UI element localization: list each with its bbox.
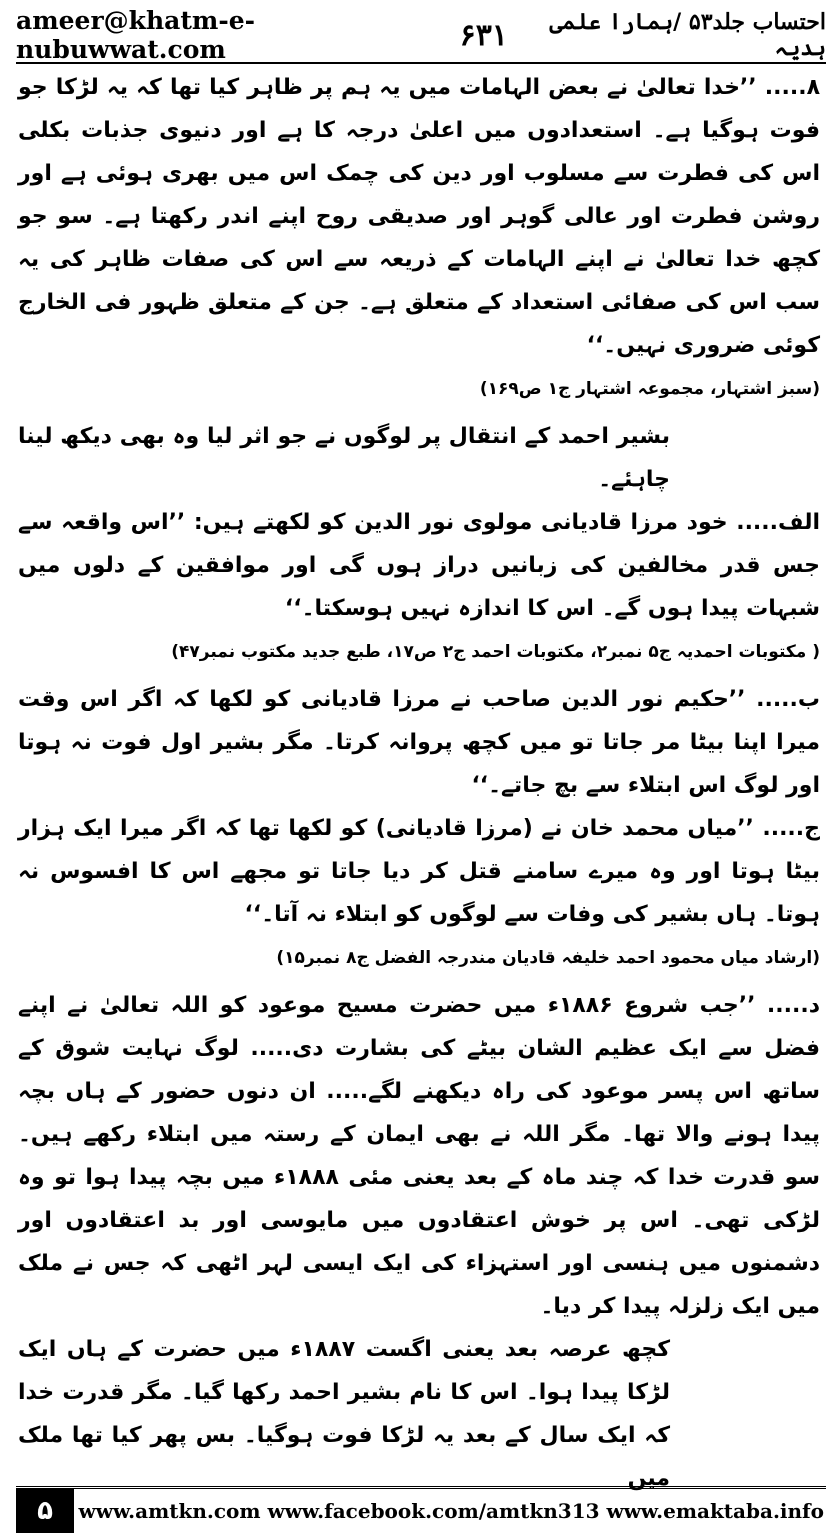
page-header [16,8,826,64]
reference-al-fazl: (ارشاد میاں محمود احمد خلیفہ قادیان مندرجہ الفضل ج۸ نمبر۱۵) [276,948,820,968]
paragraph-intro-bashir: بشیر احمد کے انتقال پر لوگوں نے جو اثر لیا وہ بھی دیکھ لینا چاہئے۔ [18,424,670,492]
reference-maktubat: ( مکتوبات احمدیہ ج۵ نمبر۲، مکتوبات احمد ج۲ ص۱۷، طبع جدید مکتوب نمبر۴۷) [171,642,820,662]
header-email: ameer@khatm-e-nubuwwat.com [16,6,255,64]
paragraph-dal: د..... ’’جب شروع ۱۸۸۶ء میں حضرت مسیح موعود کو اللہ تعالیٰ نے اپنے فضل سے ایک عظیم الشان بیٹے کی بشارت دی..... لوگ نہایت شوق کے ساتھ اس پسر موعود کی راہ دیکھنے لگے..... ان دنوں حضور کے ہاں بچہ پیدا ہونے والا تھا۔ مگر اللہ نے بھی ایمان کے رستہ میں ابتلاء رکھے ہیں۔ سو قدرت خدا کہ چند ماہ کے بعد یعنی مئی ۱۸۸۸ء میں بچہ پیدا ہوا تو وہ لڑکی تھی۔ اس پر خوش اعتقادوں میں مایوسی اور بد اعتقادوں اور دشمنوں میں ہنسی اور استہزاء کی ایک ایسی لہر اٹھی کہ جس نے ملک میں ایک زلزلہ پیدا کر دیا۔ [18,993,820,1319]
paragraph-alif: الف..... خود مرزا قادیانی مولوی نور الدین کو لکھتے ہیں: ’’اس واقعہ سے جس قدر مخالفین کی زبانیں دراز ہوں گی اور موافقین کے دلوں میں شبہات پیدا ہوں گے۔ اس کا اندازہ نہیں ہوسکتا۔‘‘ [18,510,820,621]
body-text [18,66,820,1491]
header-book-title: احتساب جلد۵۳ /ہمارا علمی ہدیہ [549,9,826,61]
footer-links: www.amtkn.com www.facebook.com/amtkn313 www.emaktaba.info [78,1499,824,1523]
reference-sabz-ishtihar: (سبز اشتہار، مجموعہ اشتہار ج۱ ص۱۶۹) [479,379,820,399]
paragraph-jim: ج..... ’’میاں محمد خان نے (مرزا قادیانی) کو لکھا تھا کہ اگر میرا ایک ہزار بیٹا ہوتا اور وہ میرے سامنے قتل کر دیا جاتا تو مجھے اس کا افسوس نہ ہوتا۔ ہاں بشیر کی وفات سے لوگوں کو ابتلاء نہ آتا۔‘‘ [18,816,820,927]
paragraph-closing: کچھ عرصہ بعد یعنی اگست ۱۸۸۷ء میں حضرت کے ہاں ایک لڑکا پیدا ہوا۔ اس کا نام بشیر احمد رکھا گیا۔ مگر قدرت خدا کہ ایک سال کے بعد یہ لڑکا فوت ہوگیا۔ بس پھر کیا تھا ملک میں [18,1337,670,1491]
footer-page-number: ۵ [16,1489,74,1533]
paragraph-be: ب..... ’’حکیم نور الدین صاحب نے مرزا قادیانی کو لکھا کہ اگر اس وقت میرا اپنا بیٹا مر جاتا تو میں کچھ پروانہ کرتا۔ مگر بشیر اول فوت نہ ہوتا اور لوگ اس ابتلاء سے بچ جاتے۔‘‘ [18,687,820,798]
page-footer [16,1486,826,1533]
paragraph-8: ۸..... ’’خدا تعالیٰ نے بعض الہامات میں یہ ہم پر ظاہر کیا تھا کہ یہ لڑکا جو فوت ہوگیا ہے۔ استعدادوں میں اعلیٰ درجہ کا ہے اور دنیوی جذبات بکلی اس کی فطرت سے مسلوب اور دین کی چمک اس میں بھری ہوئی ہے اور روشن فطرت اور عالی گوہر اور صدیقی روح اپنے اندر رکھتا ہے۔ سو جو کچھ خدا تعالیٰ نے اپنے الہامات کے ذریعہ سے اس کی صفات ظاہر کی یہ سب اس کی صفائی استعداد کے متعلق ہے۔ جن کے متعلق ظہور فی الخارج کوئی ضروری نہیں۔‘‘ [18,75,820,358]
header-page-number: ۶۳۱ [459,17,508,53]
header-left [16,6,508,64]
